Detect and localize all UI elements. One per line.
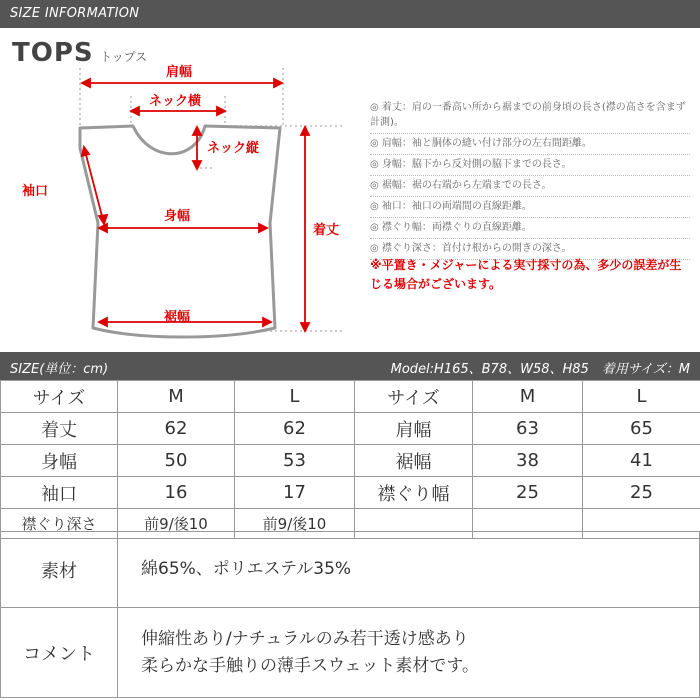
material-value: 綿65%、ポリエステル35%	[118, 532, 700, 608]
table-row	[1, 445, 700, 477]
product-info-table	[0, 531, 700, 698]
note-shoulder: ◎ 肩幅：袖と胴体の縫い付け部分の左右間距離。	[370, 134, 690, 155]
table-cell: 着丈	[1, 413, 118, 445]
note-hem: ◎ 裾幅：裾の右端から左端までの長さ。	[370, 176, 690, 197]
table-cell: 50	[118, 445, 235, 477]
size-unit-label: SIZE(単位：cm)	[10, 362, 109, 377]
table-cell: 65	[583, 413, 700, 445]
tshirt-outline	[80, 126, 280, 337]
comment-row	[1, 608, 700, 698]
note-sleeve: ◎ 袖口：袖口の両端間の直線距離。	[370, 197, 690, 218]
hem-label: 裾幅	[164, 310, 191, 325]
table-cell: 襟ぐり幅	[355, 477, 473, 509]
neck-width-label: ネック横	[149, 94, 202, 109]
table-cell: 前9/後10	[118, 509, 235, 539]
model-info: Model:H165、B78、W58、H85 着用サイズ：M	[390, 362, 690, 377]
table-cell: サイズ	[355, 381, 473, 413]
table-cell: 裾幅	[355, 445, 473, 477]
table-cell: 25	[583, 477, 700, 509]
body-width-label: 身幅	[164, 209, 191, 224]
table-cell: 17	[235, 477, 355, 509]
table-cell: L	[235, 381, 355, 413]
table-cell: 袖口	[1, 477, 118, 509]
table-cell: 41	[583, 445, 700, 477]
note-body-width: ◎ 身幅：脇下から反対側の脇下までの長さ。	[370, 155, 690, 176]
size-table	[0, 380, 700, 539]
size-table-header	[0, 352, 700, 380]
measurement-notes	[370, 98, 690, 260]
table-cell: L	[583, 381, 700, 413]
category-subtitle: トップス	[100, 50, 148, 64]
table-cell: 肩幅	[355, 413, 473, 445]
table-cell: 16	[118, 477, 235, 509]
table-cell: サイズ	[1, 381, 118, 413]
table-row	[1, 477, 700, 509]
comment-line: 柔らかな手触りの薄手スウェット素材です。	[141, 655, 479, 676]
size-information-header	[0, 0, 700, 28]
comment-label: コメント	[1, 608, 118, 698]
table-cell: 前9/後10	[235, 509, 355, 539]
table-cell: 38	[473, 445, 583, 477]
neck-depth-label: ネック縦	[207, 141, 260, 156]
sleeve-label: 袖口	[22, 184, 49, 199]
size-information-title: SIZE INFORMATION	[10, 6, 140, 21]
table-cell: M	[473, 381, 583, 413]
garment-diagram	[0, 28, 360, 352]
measurement-warning: ※平置き・メジャーによる実寸採寸の為、多少の誤差が生じる場合がございます。	[370, 258, 682, 291]
note-neck-depth: ◎ 襟ぐり深さ：首付け根からの開きの深さ。	[370, 239, 690, 260]
table-cell: 身幅	[1, 445, 118, 477]
table-cell: 62	[118, 413, 235, 445]
table-cell: 62	[235, 413, 355, 445]
shoulder-label: 肩幅	[166, 65, 193, 80]
table-cell: 襟ぐり深さ	[1, 509, 118, 539]
table-cell: M	[118, 381, 235, 413]
measurement-arrows	[82, 79, 309, 331]
note-length: ◎ 着丈：肩の一番高い所から裾までの前身頃の長さ(襟の高さを含まず計測)。	[370, 98, 690, 134]
length-label: 着丈	[313, 223, 340, 238]
comment-line: 伸縮性あり/ナチュラルのみ若干透け感あり	[141, 628, 469, 649]
table-cell: 53	[235, 445, 355, 477]
material-row	[1, 532, 700, 608]
table-cell: 63	[473, 413, 583, 445]
table-row	[1, 381, 700, 413]
material-label: 素材	[1, 532, 118, 608]
comment-value	[118, 608, 700, 698]
category-title: TOPS	[12, 38, 94, 68]
table-row	[1, 413, 700, 445]
table-cell: 25	[473, 477, 583, 509]
note-neck-width: ◎ 襟ぐり幅：両襟ぐりの直線距離。	[370, 218, 690, 239]
